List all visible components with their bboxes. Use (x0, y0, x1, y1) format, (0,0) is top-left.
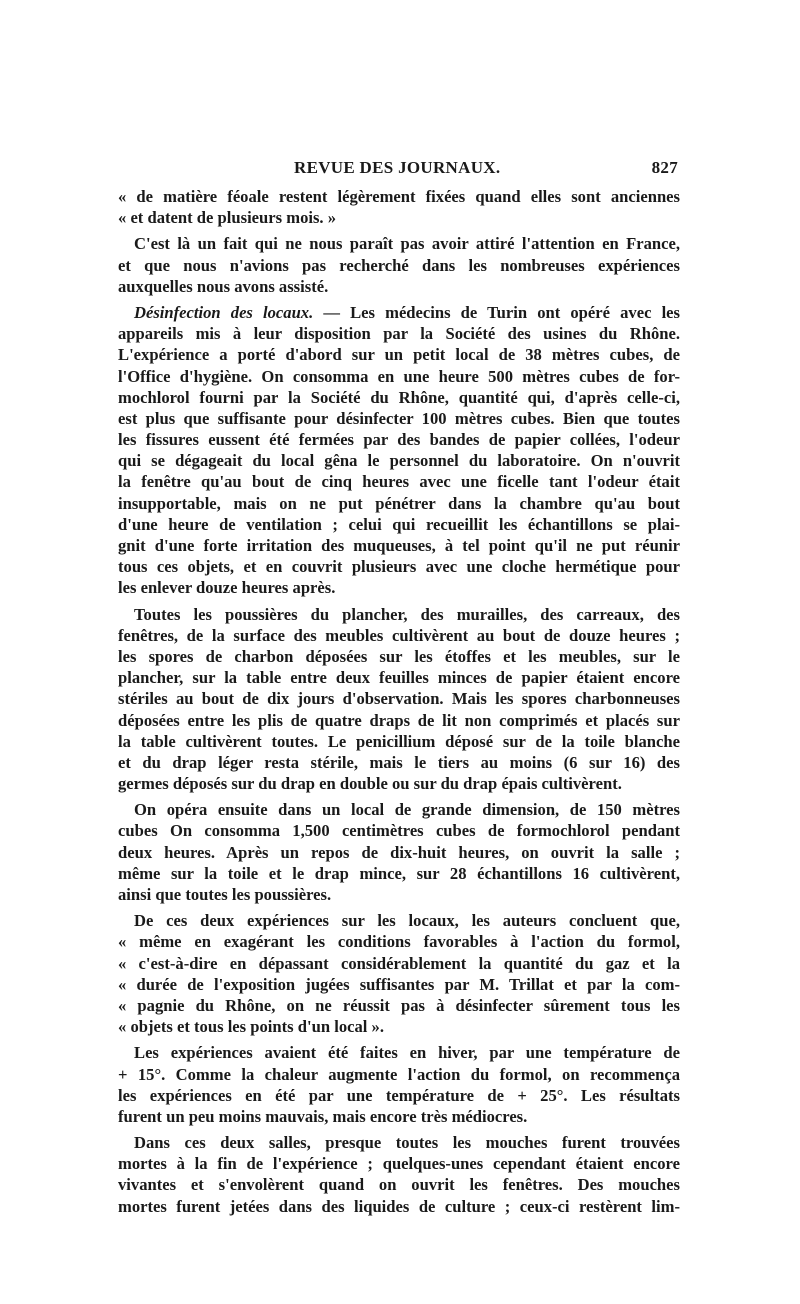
text-line: d'une heure de ventilation ; celui qui recueillit les échantillons se plai- (118, 514, 680, 534)
text-line: déposées entre les plis de quatre draps de lit non comprimés et placés sur (118, 710, 680, 730)
paragraph-p7 (118, 1042, 680, 1127)
body-text (118, 186, 680, 1217)
text-line: est plus que suffisante pour désinfecter 100 mètres cubes. Bien que toutes (118, 408, 680, 428)
text-line: « de matière féoale restent légèrement fixées quand elles sont anciennes (118, 187, 680, 206)
text-line: « et datent de plusieurs mois. » (118, 208, 337, 228)
text-line: plancher, sur la table entre deux feuilles minces de papier étaient encore (118, 668, 680, 688)
text-line: « c'est-à-dire en dépassant considérablement la quantité du gaz et la (118, 953, 680, 973)
text-line: furent un peu moins mauvais, mais encore très médiocres. (118, 1106, 528, 1126)
text-line: auxquelles nous avons assisté. (118, 276, 329, 296)
text-line: mochlorol fourni par la Société du Rhône, quantité qui, d'après celle-ci, (118, 387, 680, 407)
text-line: la fenêtre qu'au bout de cinq heures avec une ficelle tant l'odeur était (118, 472, 680, 492)
paragraph-p6 (118, 910, 680, 1037)
text-line: On opéra ensuite dans un local de grande dimension, de 150 mètres (134, 800, 680, 820)
text-line: Les expériences avaient été faites en hiver, par une température de (134, 1043, 680, 1063)
text-line: cubes On consomma 1,500 centimètres cubes de formochlorol pendant (118, 821, 680, 841)
text-line: De ces deux expériences sur les locaux, les auteurs concluent que, (134, 911, 680, 931)
text-line: « pagnie du Rhône, on ne réussit pas à désinfecter sûrement tous les (118, 995, 680, 1015)
text-line: mortes furent jetées dans des liquides de culture ; ceux-ci restèrent lim- (118, 1196, 680, 1216)
text-line: les spores de charbon déposées sur les étoffes et les meubles, sur le (118, 646, 680, 666)
text-line: les fissures eussent été fermées par des bandes de papier collées, l'odeur (118, 430, 680, 450)
text-line: « même en exagérant les conditions favorables à l'action du formol, (118, 932, 680, 952)
text-line: Dans ces deux salles, presque toutes les mouches furent trouvées (134, 1133, 680, 1153)
paragraph-p8 (118, 1132, 680, 1217)
text-line: C'est là un fait qui ne nous paraît pas avoir attiré l'attention en France, (134, 234, 680, 254)
text-line: + 15°. Comme la chaleur augmente l'action du formol, on recommença (118, 1064, 680, 1084)
text-line: les enlever douze heures après. (118, 578, 336, 598)
text-line: et du drap léger resta stérile, mais le tiers au moins (6 sur 16) des (118, 752, 680, 772)
text-line: fenêtres, de la surface des meubles cultivèrent au bout de douze heures ; (118, 625, 680, 645)
paragraph-p5 (118, 799, 680, 905)
text-line: et que nous n'avions pas recherché dans les nombreuses expériences (118, 255, 680, 275)
text-line: « durée de l'exposition jugées suffisantes par M. Trillat et par la com- (118, 974, 680, 994)
text-line: même sur la toile et le drap mince, sur 28 échantillons 16 cultivèrent, (118, 863, 680, 883)
running-head: REVUE DES JOURNAUX. (294, 158, 501, 177)
text-line: deux heures. Après un repos de dix-huit heures, on ouvrit la salle ; (118, 842, 680, 862)
text-line: L'expérience a porté d'abord sur un petit local de 38 mètres cubes, de (118, 345, 680, 365)
text-line: appareils mis à leur disposition par la Société des usines du Rhône. (118, 324, 680, 344)
text-line: qui se dégageait du local gêna le personnel du laboratoire. On n'ouvrit (118, 451, 680, 471)
text-line: ainsi que toutes les poussières. (118, 885, 332, 904)
page-number: 827 (651, 158, 678, 177)
text-line: Toutes les poussières du plancher, des murailles, des carreaux, des (134, 604, 680, 624)
text-line: mortes à la fin de l'expérience ; quelques-unes cependant étaient encore (118, 1154, 680, 1174)
text-line: l'Office d'hygiène. On consomma en une heure 500 mètres cubes de for- (118, 366, 680, 386)
paragraph-p3 (118, 302, 680, 599)
text-line: les expériences en été par une température de + 25°. Les résultats (118, 1085, 680, 1105)
text-line: « objets et tous les points d'un local ». (118, 1017, 384, 1037)
text-line: germes déposés sur du drap en double ou sur du drap épais cultivèrent. (118, 774, 622, 794)
text-line: stériles au bout de dix jours d'observation. Mais les spores charbonneuses (118, 689, 680, 709)
text-line: insupportable, mais on ne put pénétrer dans la chambre qu'au bout (118, 493, 680, 513)
text-line: tous ces objets, et en couvrit plusieurs avec une cloche hermétique pour (118, 557, 680, 577)
text-line: la table cultivèrent toutes. Le penicillium déposé sur de la toile blanche (118, 731, 680, 751)
paragraph-p1 (118, 186, 680, 228)
text-line: vivantes et s'envolèrent quand on ouvrit les fenêtres. Des mouches (118, 1175, 680, 1195)
paragraph-p2 (118, 233, 680, 297)
paragraph-p4 (118, 604, 680, 795)
page-header (118, 155, 680, 181)
section-heading: Désinfection des locaux. (134, 302, 314, 322)
text-line: gnit d'une forte irritation des muqueuses, à tel point qu'il ne put réunir (118, 536, 680, 555)
text-line: Désinfection des locaux. — Les médecins de Turin ont opéré avec les (134, 302, 680, 322)
